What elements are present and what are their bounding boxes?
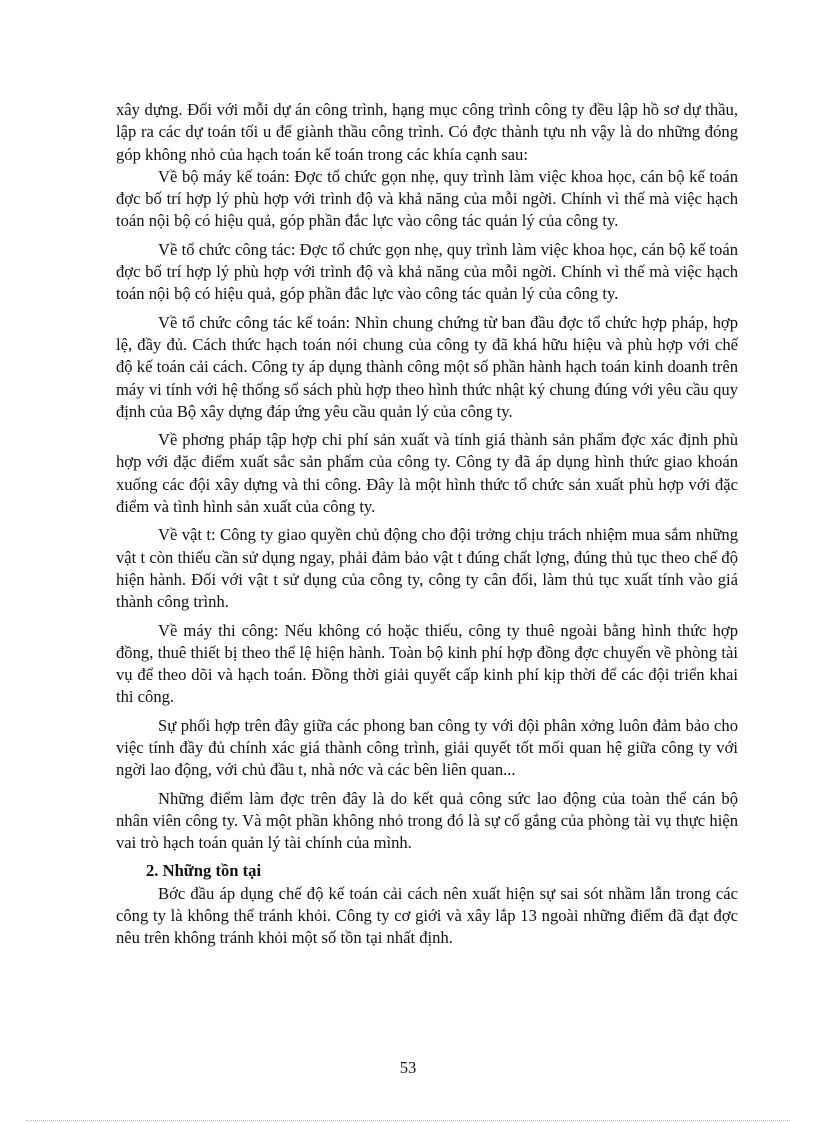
paragraph-machinery: Về máy thi công: Nếu không có hoặc thiếu, công ty thuê ngoài bằng hình thức hợp đồng, thuê thiết bị theo thể lệ hiện hành. Toàn bộ kinh phí hợp đồng đợc chuyển về phòng tài vụ để theo dõi và hạch toán. Đồng thời giải quyết cấp kinh phí kịp thời để các đội triển khai thi công. — [116, 620, 738, 707]
paragraph-work-organization: Về tổ chức công tác: Đợc tổ chức gọn nhẹ, quy trình làm việc khoa học, cán bộ kế toán đợc bố trí hợp lý phù hợp với trình độ và khả năng của mỗi ngời. Chính vì thế mà việc hạch toán nội bộ có hiệu quả, góp phần đắc lực vào công tác quản lý của công ty. — [116, 239, 738, 304]
paragraph-intro: xây dựng. Đối với mỗi dự án công trình, hạng mục công trình công ty đều lập hồ sơ dự thầu, lập ra các dự toán tối u để giành thầu công trình. Có đợc thành tựu nh vậy là do những đóng góp không nhỏ của hạch toán kế toán trong các khía cạnh sau: — [116, 100, 738, 164]
paragraph-materials: Về vật t: Công ty giao quyền chủ động cho đội trởng chịu trách nhiệm mua sắm những vật t còn thiếu cần sử dụng ngay, phải đảm bảo vật t đúng chất lợng, đúng thủ tục theo chế độ hiện hành. Đối với vật t sử dụng của công ty, công ty cân đối, làm thủ tục xuất tính vào giá thành công trình. — [116, 525, 738, 612]
section-heading: 2. Những tồn tại — [146, 860, 262, 880]
paragraph-coordination: Sự phối hợp trên đây giữa các phong ban công ty với đội phân xởng luôn đảm bảo cho việc tính đầy đủ chính xác giá thành công trình, giải quyết tốt mối quan hệ giữa công ty với ngời lao động, với chủ đầu t, nhà nớc và các bên liên quan... — [116, 715, 738, 780]
page-number: 53 — [399, 1058, 417, 1077]
paragraph-achievements: Những điểm làm đợc trên đây là do kết quả công sức lao động của toàn thể cán bộ nhân viên công ty. Và một phần không nhỏ trong đó là sự cố gắng của phòng tài vụ thực hiện vai trò hạch toán quản lý tài chính của mình. — [116, 788, 738, 853]
body-text — [116, 99, 738, 949]
paragraph-cost-method: Về phơng pháp tập hợp chi phí sản xuất và tính giá thành sản phẩm đợc xác định phù hợp với đặc điểm xuất sắc sản phẩm của công ty. Công ty đã áp dụng hình thức giao khoán xuống các đội xây dựng và thi công. Đây là một hình thức tổ chức sản xuất phù hợp với đặc điểm và tình hình sản xuất của công ty. — [116, 430, 738, 517]
footer-divider — [26, 1120, 790, 1121]
paragraph-accounting-organization: Về tổ chức công tác kế toán: Nhìn chung chứng từ ban đầu đợc tổ chức hợp pháp, hợp lệ, đầy đủ. Cách thức hạch toán nói chung của công ty đã khá hữu hiệu và phù hợp với chế độ kế toán cải cách. Công ty áp dụng thành công một số phần hành hạch toán kinh doanh trên máy vi tính với hệ thống sổ sách phù hợp theo hình thức nhật ký chung đúng với yêu cầu quy định của Bộ xây dựng đáp ứng yêu cầu quản lý của công ty. — [116, 312, 738, 421]
paragraph-accounting-apparatus: Về bộ máy kế toán: Đợc tổ chức gọn nhẹ, quy trình làm việc khoa học, cán bộ kế toán đợc bố trí hợp lý phù hợp với trình độ và khả năng của mỗi ngời. Chính vì thế mà việc hạch toán nội bộ có hiệu quả, góp phần đắc lực vào công tác quản lý của công ty. — [116, 166, 738, 231]
paragraph-shortcomings: Bớc đầu áp dụng chế độ kế toán cải cách nên xuất hiện sự sai sót nhầm lẫn trong các công ty là không thể tránh khỏi. Công ty cơ giới và xây lắp 13 ngoài những điểm đã đạt đợc nêu trên không tránh khỏi một số tồn tại nhất định. — [116, 883, 738, 948]
